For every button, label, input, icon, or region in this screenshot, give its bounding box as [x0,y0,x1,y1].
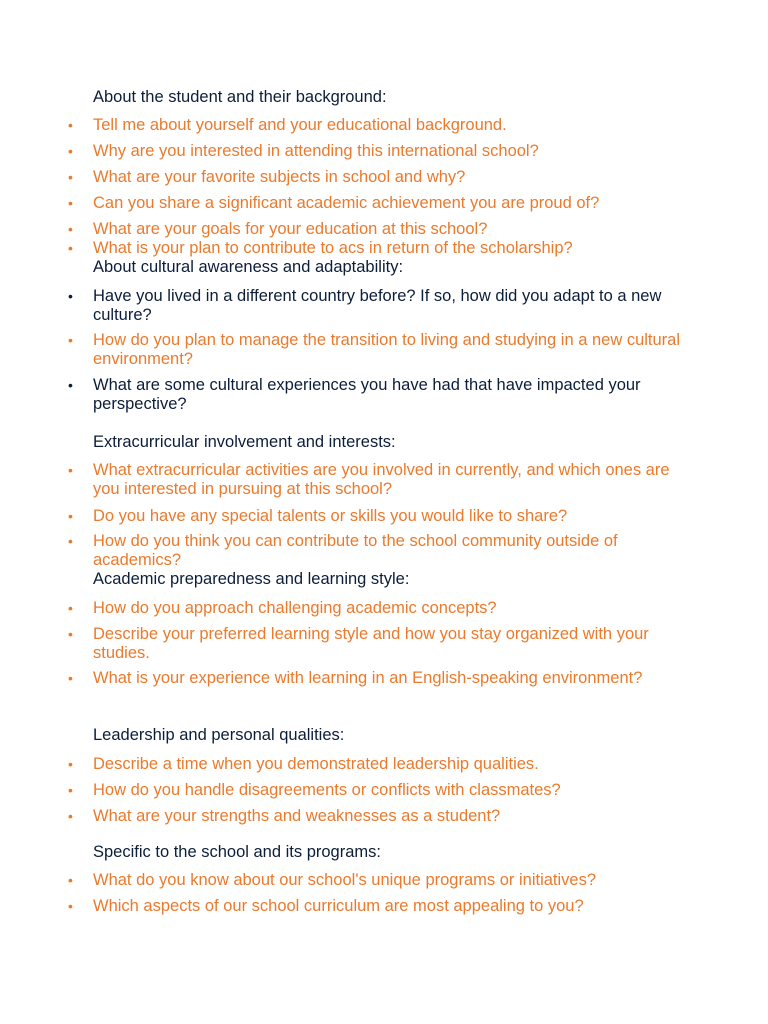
list-item: How do you approach challenging academic concepts? [93,599,497,617]
bullet-icon [68,461,80,480]
bullet-icon [68,194,80,213]
bullet-icon [68,142,80,161]
list-item: How do you think you can contribute to the school community outside of academics? [93,532,618,569]
list-item: What are your favorite subjects in school and why? [93,168,466,186]
list-item: Do you have any special talents or skills you would like to share? [93,507,568,525]
bullet-icon [68,599,80,618]
list-item: What are your strengths and weaknesses as a student? [93,807,501,825]
list-item: Have you lived in a different country before? If so, how did you adapt to a new culture? [93,287,662,324]
bullet-icon [68,220,80,239]
list-item: What extracurricular activities are you involved in currently, and which ones are you interested in pursuing at this school? [93,461,670,498]
list-item: Can you share a significant academic achievement you are proud of? [93,194,600,212]
list-item: How do you plan to manage the transition to living and studying in a new cultural environment? [93,331,681,368]
list-item: Which aspects of our school curriculum are most appealing to you? [93,897,584,915]
bullet-icon [68,871,80,890]
bullet-icon [68,168,80,187]
section-heading: Academic preparedness and learning style: [93,570,410,588]
bullet-icon [68,781,80,800]
bullet-icon [68,625,80,644]
list-item: What are your goals for your education at this school? [93,220,488,238]
bullet-icon [68,376,80,395]
bullet-icon [68,532,80,551]
bullet-icon [68,755,80,774]
bullet-icon [68,116,80,135]
bullet-icon [68,897,80,916]
list-item: Describe a time when you demonstrated leadership qualities. [93,755,539,773]
list-item: What is your experience with learning in an English-speaking environment? [93,669,643,687]
section-heading: Specific to the school and its programs: [93,843,381,861]
bullet-icon [68,287,80,306]
bullet-icon [68,507,80,526]
section-heading: About cultural awareness and adaptability: [93,258,404,276]
list-item: Describe your preferred learning style and how you stay organized with your studies. [93,625,649,662]
list-item: Why are you interested in attending this international school? [93,142,539,160]
section-heading: About the student and their background: [93,88,387,106]
bullet-icon [68,239,80,258]
bullet-icon [68,669,80,688]
section-heading: Leadership and personal qualities: [93,726,345,744]
list-item: What do you know about our school's unique programs or initiatives? [93,871,597,889]
section-heading: Extracurricular involvement and interests: [93,433,396,451]
list-item: Tell me about yourself and your educational background. [93,116,507,134]
list-item: What are some cultural experiences you have had that have impacted your perspective? [93,376,641,413]
bullet-icon [68,807,80,826]
list-item: What is your plan to contribute to acs in return of the scholarship? [93,239,573,257]
bullet-icon [68,331,80,350]
list-item: How do you handle disagreements or conflicts with classmates? [93,781,561,799]
